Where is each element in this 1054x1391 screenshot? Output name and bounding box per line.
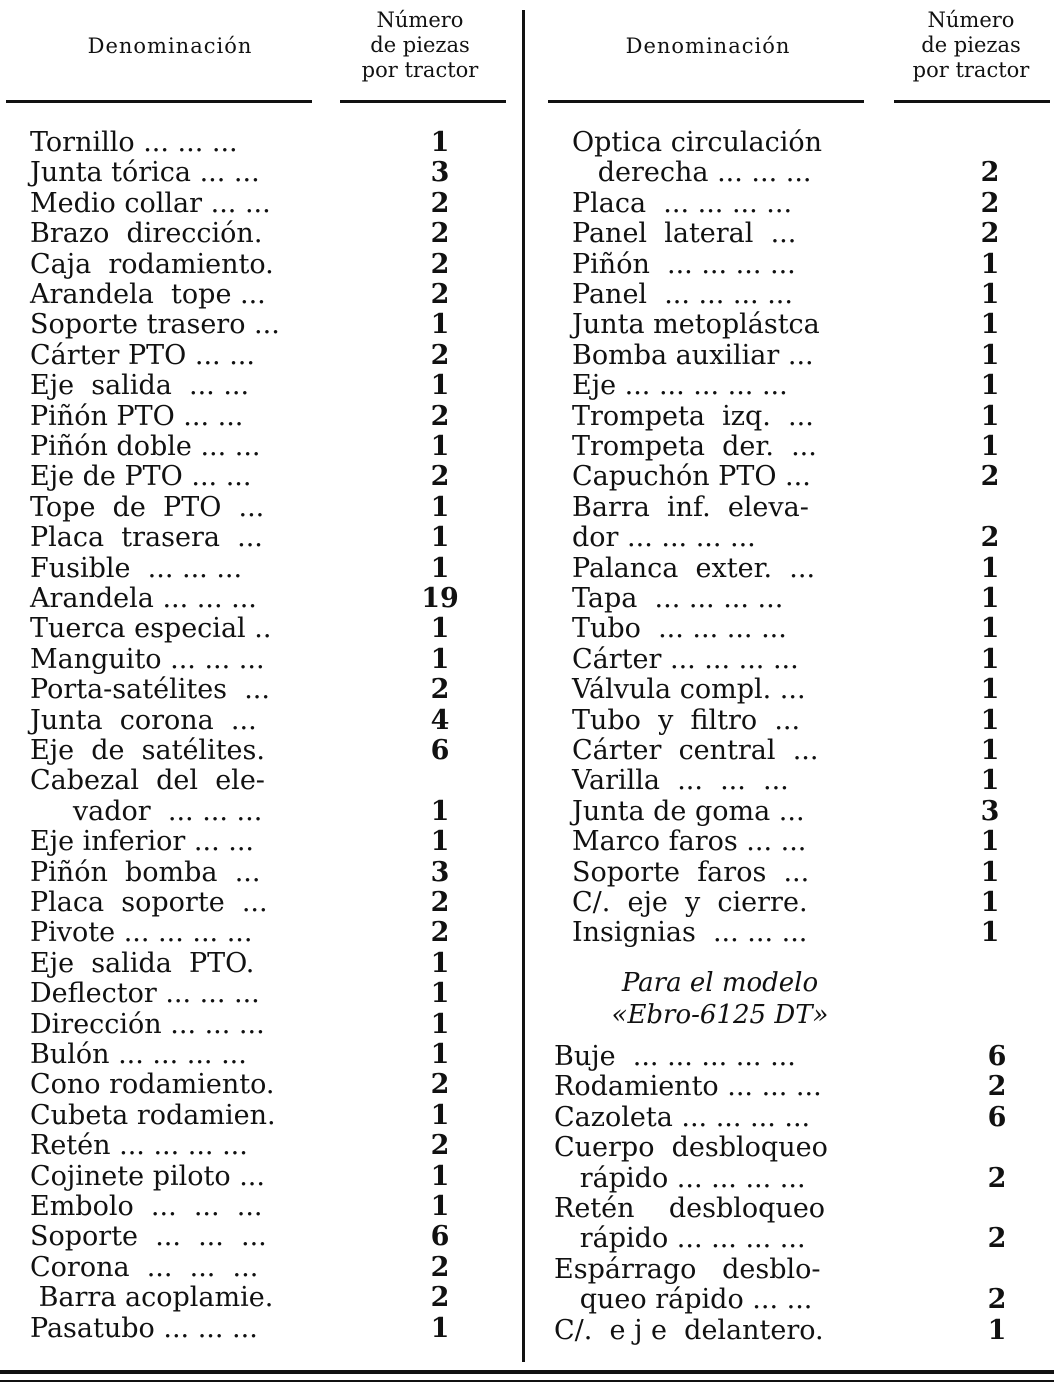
part-quantity: 6 <box>430 1221 450 1253</box>
part-name: Pivote ... ... ... ... <box>30 917 253 949</box>
table-row <box>572 128 1052 158</box>
part-name: Soporte faros ... <box>572 856 810 888</box>
part-name: Barra inf. eleva- <box>572 491 809 523</box>
part-name: rápido ... ... ... ... <box>554 1223 806 1255</box>
table-row <box>572 554 1052 584</box>
part-name: Piñón ... ... ... ... <box>572 248 796 280</box>
table-row <box>30 1314 510 1344</box>
part-quantity: 1 <box>980 613 1000 645</box>
table-row <box>30 462 510 492</box>
part-quantity: 3 <box>980 795 1000 827</box>
part-name: Válvula compl. ... <box>572 674 806 706</box>
right-header-denominacion-text: Denominación <box>625 34 791 58</box>
table-row <box>30 219 510 249</box>
table-row <box>572 250 1052 280</box>
table-row <box>30 706 510 736</box>
table-row <box>554 1164 1052 1194</box>
part-quantity: 1 <box>980 339 1000 371</box>
part-quantity: 2 <box>430 1251 450 1283</box>
part-name: vador ... ... ... <box>30 795 263 827</box>
table-row <box>572 645 1052 675</box>
part-name: Cárter ... ... ... ... <box>572 643 799 675</box>
table-row <box>30 1253 510 1283</box>
section-title-line1: Para el modelo <box>621 968 819 998</box>
table-row <box>30 280 510 310</box>
part-quantity: 2 <box>987 1223 1007 1255</box>
table-row <box>572 341 1052 371</box>
part-quantity: 1 <box>430 795 450 827</box>
left-header-numero-line3: por tractor <box>361 58 479 82</box>
right-header-numero-line3: por tractor <box>912 58 1030 82</box>
part-name: Cuerpo desbloqueo <box>554 1132 828 1164</box>
table-row <box>572 706 1052 736</box>
part-name: C/. eje y cierre. <box>572 887 808 918</box>
part-name: Placa trasera ... <box>30 522 263 554</box>
part-quantity: 1 <box>430 1160 450 1192</box>
part-name: Pasatubo ... ... ... <box>30 1312 258 1344</box>
part-name: Corona ... ... ... <box>30 1251 259 1283</box>
left-header-rule-2 <box>340 100 506 103</box>
table-row <box>30 827 510 857</box>
part-name: Junta de goma ... <box>572 795 805 827</box>
table-row <box>572 219 1052 249</box>
part-name: Eje de PTO ... ... <box>30 461 252 493</box>
table-row <box>572 766 1052 796</box>
table-row <box>30 158 510 188</box>
table-row <box>572 462 1052 492</box>
part-name: Capuchón PTO ... <box>572 461 811 493</box>
part-name: Espárrago desblo- <box>554 1253 821 1285</box>
table-row <box>30 402 510 432</box>
part-name: Optica circulación <box>572 127 823 158</box>
table-row <box>572 797 1052 827</box>
part-name: Rodamiento ... ... ... <box>554 1071 822 1103</box>
part-name: Piñón bomba ... <box>30 856 261 888</box>
part-name: Cárter PTO ... ... <box>30 339 255 371</box>
table-row <box>554 1133 1052 1163</box>
part-quantity: 1 <box>980 917 1000 949</box>
left-header-denominacion-text: Denominación <box>87 34 253 58</box>
table-row <box>554 1224 1052 1254</box>
table-row <box>572 280 1052 310</box>
part-name: Eje inferior ... ... <box>30 826 255 858</box>
part-name: Bomba auxiliar ... <box>572 339 814 371</box>
table-row <box>30 128 510 158</box>
part-name: Cubeta rodamien. <box>30 1099 276 1131</box>
part-name: Trompeta izq. ... <box>572 400 814 432</box>
part-quantity: 1 <box>430 127 450 158</box>
part-quantity: 1 <box>980 370 1000 402</box>
part-quantity: 2 <box>987 1162 1007 1194</box>
part-name: Cojinete piloto ... <box>30 1160 265 1192</box>
table-row <box>30 1070 510 1100</box>
table-row <box>572 493 1052 523</box>
right-header-rule-1 <box>548 100 864 103</box>
right-header-numero <box>888 8 1054 83</box>
table-row <box>572 310 1052 340</box>
part-quantity: 1 <box>430 1039 450 1070</box>
part-name: Soporte ... ... ... <box>30 1221 267 1253</box>
table-row <box>572 189 1052 219</box>
table-row <box>572 523 1052 553</box>
table-row <box>30 614 510 644</box>
part-name: Junta tórica ... ... <box>30 157 260 189</box>
table-row <box>30 675 510 705</box>
part-name: Manguito ... ... ... <box>30 643 265 675</box>
part-quantity: 1 <box>430 522 450 554</box>
part-name: Panel ... ... ... ... <box>572 279 793 310</box>
table-row <box>572 888 1052 918</box>
part-quantity: 1 <box>980 826 1000 858</box>
part-name: Piñón PTO ... ... <box>30 400 244 432</box>
part-name: Eje de satélites. <box>30 735 265 766</box>
part-name: Tubo ... ... ... ... <box>572 613 787 645</box>
part-quantity: 1 <box>430 613 450 645</box>
table-row <box>554 1103 1052 1133</box>
part-name: Eje salida PTO. <box>30 947 255 979</box>
part-quantity: 2 <box>980 218 1000 250</box>
part-quantity: 2 <box>980 461 1000 493</box>
table-row <box>572 584 1052 614</box>
part-name: Cono rodamiento. <box>30 1069 275 1101</box>
part-name: Panel lateral ... <box>572 218 797 250</box>
table-row <box>572 158 1052 188</box>
part-quantity: 1 <box>980 856 1000 888</box>
part-quantity: 1 <box>980 400 1000 432</box>
part-name: queo rápido ... ... <box>554 1284 813 1316</box>
section-title-line2: «Ebro-6125 DT» <box>611 1000 829 1030</box>
table-row <box>30 797 510 827</box>
table-row <box>572 918 1052 948</box>
part-quantity: 1 <box>980 248 1000 280</box>
part-quantity: 3 <box>430 856 450 888</box>
part-quantity: 1 <box>430 826 450 858</box>
part-quantity: 2 <box>430 218 450 250</box>
table-row <box>30 918 510 948</box>
part-quantity: 2 <box>430 917 450 949</box>
table-row <box>30 584 510 614</box>
part-quantity: 1 <box>980 309 1000 341</box>
part-quantity: 2 <box>430 279 450 310</box>
part-name: Trompeta der. ... <box>572 431 817 462</box>
part-quantity: 2 <box>430 248 450 280</box>
part-name: Tornillo ... ... ... <box>30 127 238 158</box>
part-quantity: 1 <box>980 887 1000 918</box>
left-header-numero-line2: de piezas <box>370 33 470 57</box>
part-name: Eje ... ... ... ... ... <box>572 370 788 402</box>
table-row <box>30 189 510 219</box>
part-name: Tope de PTO ... <box>30 491 265 523</box>
table-row <box>30 250 510 280</box>
table-row <box>554 1072 1052 1102</box>
part-name: Fusible ... ... ... <box>30 552 243 584</box>
part-quantity: 2 <box>430 187 450 219</box>
part-quantity: 1 <box>430 309 450 341</box>
part-quantity: 1 <box>430 552 450 584</box>
part-quantity: 1 <box>430 978 450 1010</box>
part-quantity: 2 <box>430 400 450 432</box>
table-row <box>554 1285 1052 1315</box>
part-name: Cazoleta ... ... ... ... <box>554 1101 811 1133</box>
part-name: Junta corona ... <box>30 704 257 736</box>
part-name: Caja rodamiento. <box>30 248 274 280</box>
left-header-denominacion <box>40 34 300 58</box>
part-quantity: 1 <box>980 583 1000 614</box>
table-row <box>554 1042 1052 1072</box>
part-quantity: 6 <box>430 735 450 766</box>
part-name: Eje salida ... ... <box>30 370 250 402</box>
part-quantity: 2 <box>980 187 1000 219</box>
part-quantity: 1 <box>980 735 1000 766</box>
part-name: rápido ... ... ... ... <box>554 1162 806 1194</box>
table-row <box>30 523 510 553</box>
part-quantity: 1 <box>980 674 1000 706</box>
table-row <box>30 645 510 675</box>
part-name: Cárter central ... <box>572 735 819 766</box>
part-name: Palanca exter. ... <box>572 552 816 584</box>
part-quantity: 1 <box>430 1099 450 1131</box>
table-row <box>30 949 510 979</box>
part-quantity: 1 <box>430 1191 450 1222</box>
right-header-numero-line2: de piezas <box>921 33 1021 57</box>
part-name: Retén ... ... ... ... <box>30 1130 248 1162</box>
part-quantity: 2 <box>430 887 450 918</box>
part-quantity: 1 <box>980 552 1000 584</box>
right-header-rule-2 <box>894 100 1050 103</box>
part-quantity: 2 <box>987 1071 1007 1103</box>
part-name: Insignias ... ... ... <box>572 917 808 949</box>
part-name: Cabezal del ele- <box>30 765 265 797</box>
part-name: Buje ... ... ... ... ... <box>554 1041 796 1072</box>
right-header-numero-line1: Número <box>927 8 1015 32</box>
left-header-numero <box>335 8 505 83</box>
table-row <box>572 614 1052 644</box>
left-header-rule-1 <box>6 100 312 103</box>
table-row <box>30 766 510 796</box>
part-quantity: 1 <box>980 431 1000 462</box>
table-row <box>30 1222 510 1252</box>
part-quantity: 1 <box>430 491 450 523</box>
table-row <box>572 736 1052 766</box>
part-name: Medio collar ... ... <box>30 187 271 219</box>
part-quantity: 1 <box>980 704 1000 736</box>
part-name: Junta metoplástca <box>572 309 820 341</box>
table-row <box>554 1194 1052 1224</box>
table-row <box>30 1192 510 1222</box>
table-row <box>30 371 510 401</box>
part-name: Placa ... ... ... ... <box>572 187 793 219</box>
table-row <box>554 1316 1052 1346</box>
table-row <box>30 1162 510 1192</box>
table-row <box>30 736 510 766</box>
table-row <box>572 827 1052 857</box>
part-quantity: 1 <box>987 1314 1007 1346</box>
table-row <box>30 1283 510 1313</box>
table-row <box>30 341 510 371</box>
table-row <box>30 554 510 584</box>
table-row <box>572 432 1052 462</box>
part-name: Arandela ... ... ... <box>30 583 257 614</box>
part-quantity: 3 <box>430 157 450 189</box>
part-quantity: 19 <box>421 583 459 614</box>
table-row <box>30 1101 510 1131</box>
part-name: Tuerca especial .. <box>30 613 272 645</box>
part-name: Embolo ... ... ... <box>30 1191 263 1222</box>
part-quantity: 1 <box>980 643 1000 675</box>
column-divider <box>522 10 525 1362</box>
part-name: derecha ... ... ... <box>572 157 812 189</box>
part-name: Marco faros ... ... <box>572 826 807 858</box>
part-quantity: 1 <box>430 431 450 462</box>
part-name: Retén desbloqueo <box>554 1193 826 1224</box>
part-name: Tubo y filtro ... <box>572 704 801 736</box>
table-row <box>554 1255 1052 1285</box>
part-quantity: 1 <box>430 1312 450 1344</box>
part-name: Piñón doble ... ... <box>30 431 261 462</box>
part-quantity: 2 <box>980 157 1000 189</box>
bottom-rule-2 <box>0 1380 1054 1382</box>
part-quantity: 4 <box>430 704 450 736</box>
part-name: Porta-satélites ... <box>30 674 270 706</box>
table-row <box>30 493 510 523</box>
part-quantity: 2 <box>430 1282 450 1314</box>
part-name: Placa soporte ... <box>30 887 268 918</box>
part-quantity: 1 <box>430 1008 450 1040</box>
part-name: Tapa ... ... ... ... <box>572 583 784 614</box>
part-name: Arandela tope ... <box>30 279 266 310</box>
part-name: Brazo dirección. <box>30 218 263 250</box>
table-row <box>572 675 1052 705</box>
table-row <box>30 1010 510 1040</box>
part-quantity: 2 <box>430 1069 450 1101</box>
table-row <box>572 402 1052 432</box>
part-quantity: 6 <box>987 1101 1007 1133</box>
part-quantity: 1 <box>980 279 1000 310</box>
part-quantity: 1 <box>430 370 450 402</box>
bottom-rule-1 <box>0 1370 1054 1374</box>
table-row <box>30 432 510 462</box>
part-quantity: 2 <box>987 1284 1007 1316</box>
part-name: Deflector ... ... ... <box>30 978 260 1010</box>
table-row <box>30 979 510 1009</box>
part-name: Barra acoplamie. <box>30 1282 274 1314</box>
table-row <box>30 1131 510 1161</box>
table-row <box>30 858 510 888</box>
part-name: Varilla ... ... ... <box>572 765 789 797</box>
part-name: Dirección ... ... ... <box>30 1008 265 1040</box>
table-row <box>30 888 510 918</box>
part-name: Soporte trasero ... <box>30 309 280 341</box>
table-row <box>30 310 510 340</box>
part-name: dor ... ... ... ... <box>572 522 756 554</box>
part-quantity: 2 <box>430 1130 450 1162</box>
part-quantity: 6 <box>987 1041 1007 1072</box>
part-quantity: 2 <box>980 522 1000 554</box>
part-quantity: 1 <box>430 947 450 979</box>
table-row <box>572 371 1052 401</box>
part-quantity: 2 <box>430 461 450 493</box>
part-quantity: 1 <box>430 643 450 675</box>
part-quantity: 2 <box>430 339 450 371</box>
part-quantity: 1 <box>980 765 1000 797</box>
part-name: C/. e j e delantero. <box>554 1314 824 1346</box>
left-header-numero-line1: Número <box>376 8 464 32</box>
table-row <box>572 858 1052 888</box>
table-row <box>30 1040 510 1070</box>
part-name: Bulón ... ... ... ... <box>30 1039 247 1070</box>
right-header-denominacion <box>568 34 848 58</box>
part-quantity: 2 <box>430 674 450 706</box>
